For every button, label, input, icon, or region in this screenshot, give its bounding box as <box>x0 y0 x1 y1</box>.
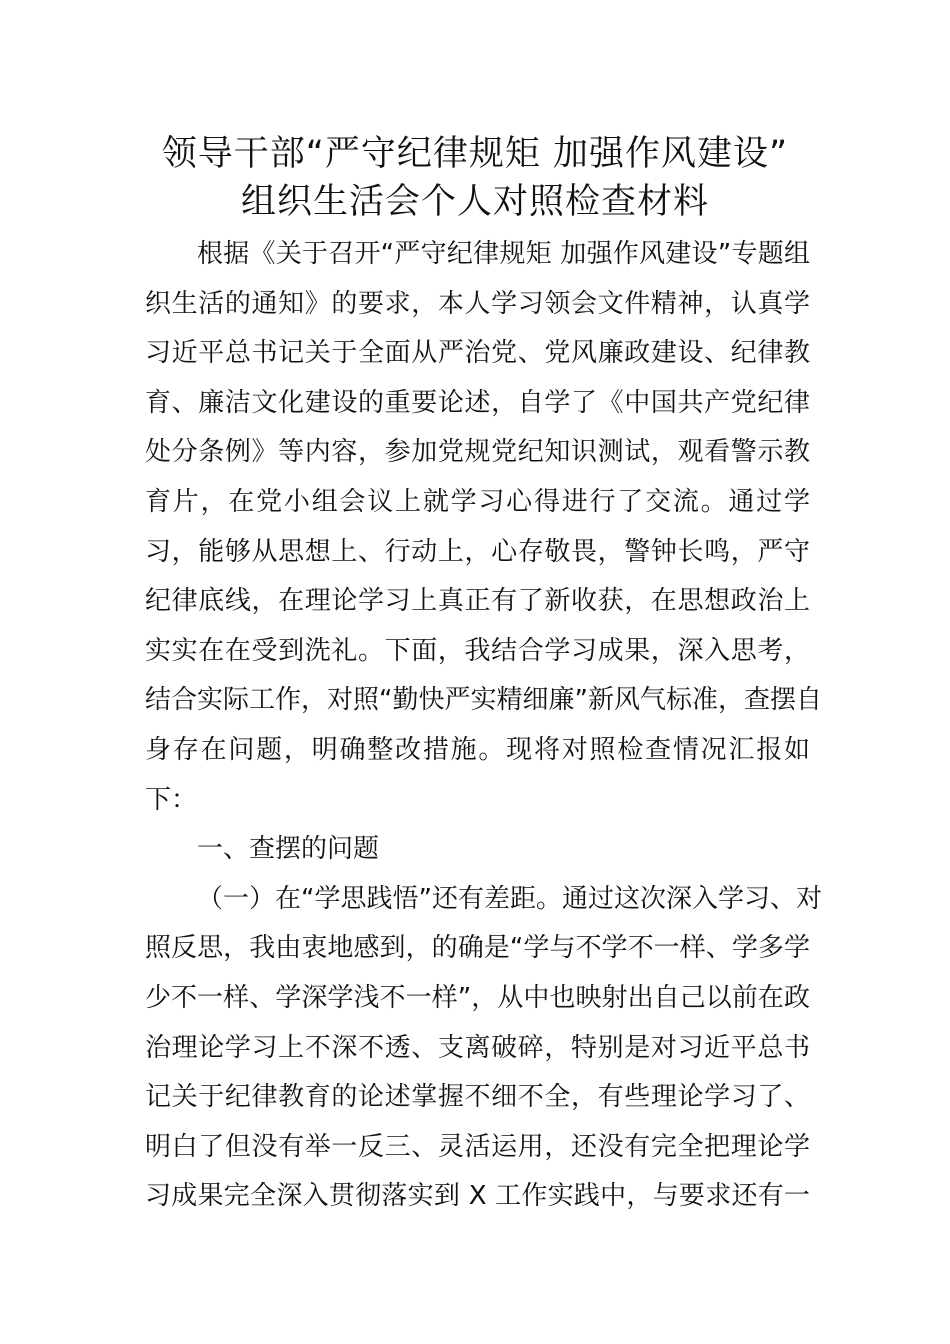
body-line: 照反思，我由衷地感到，的确是“学与不学不一样、学多学 <box>145 933 810 964</box>
body-line: （一）在“学思践悟”还有差距。通过这次深入学习、对 <box>197 883 822 914</box>
body-line: 习成果完全深入贯彻落实到 X 工作实践中，与要求还有一 <box>145 1181 810 1212</box>
body-line: 育片，在党小组会议上就学习心得进行了交流。通过学 <box>145 486 810 517</box>
body-line: 织生活的通知》的要求，本人学习领会文件精神，认真学 <box>145 288 810 319</box>
body-line: 身存在问题，明确整改措施。现将对照检查情况汇报如 <box>145 734 810 765</box>
body-line: 纪律底线，在理论学习上真正有了新收获，在思想政治上 <box>145 586 810 617</box>
body-line: 根据《关于召开“严守纪律规矩 加强作风建设”专题组 <box>197 239 810 269</box>
section-heading: 一、查摆的问题 <box>197 834 380 865</box>
body-line: 育、廉洁文化建设的重要论述，自学了《中国共产党纪律 <box>145 387 810 418</box>
body-line: 习近平总书记关于全面从严治党、党风廉政建设、纪律教 <box>145 338 810 369</box>
body-line: 明白了但没有举一反三、灵活运用，还没有完全把理论学 <box>145 1131 810 1162</box>
body-line: 习，能够从思想上、行动上，心存敬畏，警钟长鸣，严守 <box>145 536 810 567</box>
body-line: 少不一样、学深学浅不一样”，从中也映射出自己以前在政 <box>145 982 810 1013</box>
body-line: 记关于纪律教育的论述掌握不细不全，有些理论学习了、 <box>145 1082 810 1113</box>
document-title-line-2: 组织生活会个人对照检查材料 <box>240 182 709 222</box>
body-line: 下： <box>145 784 198 815</box>
document-body <box>145 230 822 1222</box>
body-line: 实实在在受到洗礼。下面，我结合学习成果，深入思考， <box>145 635 810 666</box>
body-line: 结合实际工作，对照“勤快严实精细廉”新风气标准，查摆自 <box>145 685 822 716</box>
body-line: 治理论学习上不深不透、支离破碎，特别是对习近平总书 <box>145 1032 810 1063</box>
body-line: 处分条例》等内容，参加党规党纪知识测试，观看警示教 <box>145 437 810 468</box>
document-title-line-1: 领导干部“严守纪律规矩 加强作风建设” <box>161 134 789 174</box>
